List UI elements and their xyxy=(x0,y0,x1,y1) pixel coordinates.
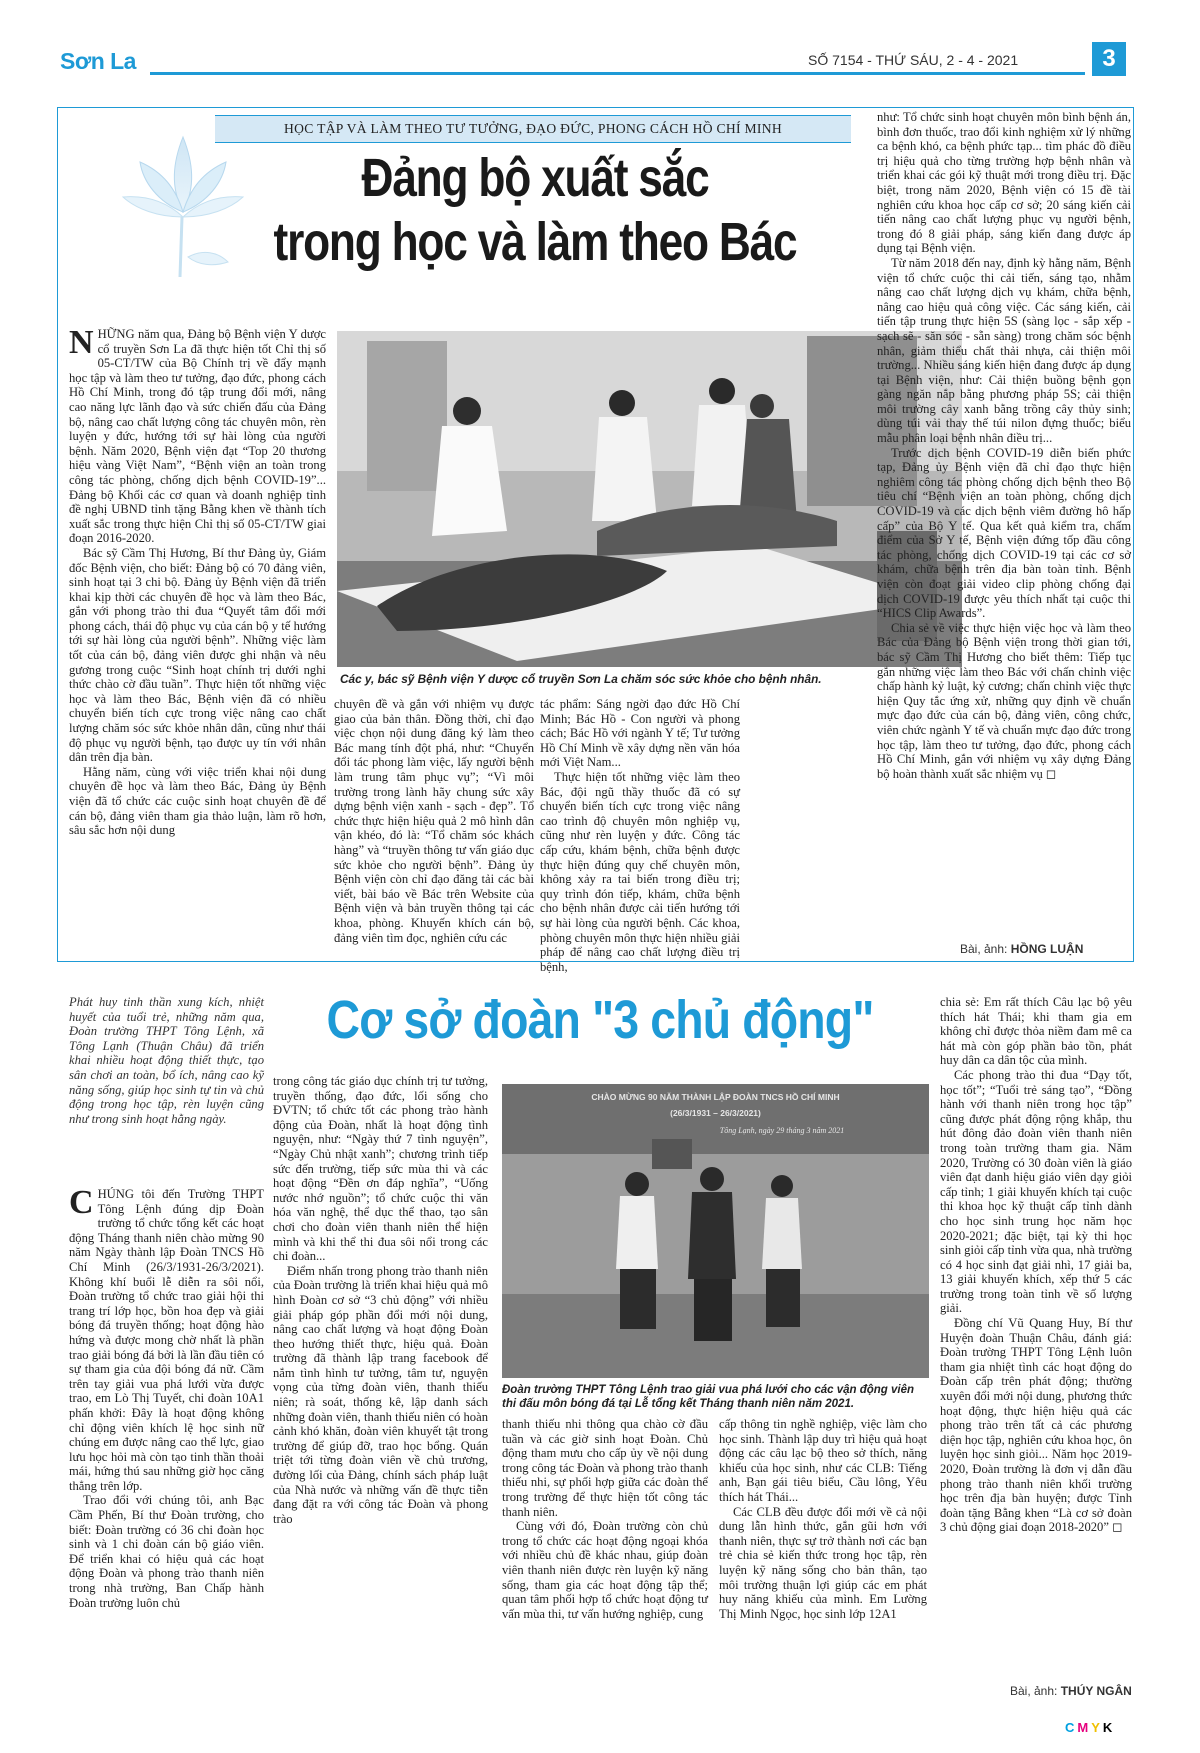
article1-photo-caption: Các y, bác sỹ Bệnh viện Y dược cổ truyền Sơn La chăm sóc sức khỏe cho bệnh nhân. xyxy=(340,672,822,686)
article2-column-5: chia sẻ: Em rất thích Câu lạc bộ yêu thích hát Thái; khi tham gia em không chỉ được thỏa niềm đam mê ca hát mà còn góp phần bảo tồn, phát huy dân ca dân tộc của mình. Các phong trào thi đua “Dạy tốt, học tốt”; “Tuổi trẻ sáng tạo”, “Đồng hành với thanh niên trong học tập” cũng được phát động rộng khắp, thu hút đông đảo đoàn viên thanh niên trong toàn trường tham gia. Năm 2020, Trường có 30 đoàn viên là giáo viên đạt danh hiệu giáo viên dạy giỏi cấp tỉnh; 1 giải khuyến khích tại cuộc thi khoa học kỹ thuật cấp tỉnh dành cho học sinh trung học năm học 2020-2021; đặc biệt, tại kỳ thi học sinh giỏi cấp tỉnh vừa qua, nhà trường có 4 học sinh đạt giải nhì, 17 giải ba, 13 giải khuyến khích, xếp thứ 5 các trường trong toàn tỉnh về số lượng giải. Đồng chí Vũ Quang Huy, Bí thư Huyện đoàn Thuận Châu, đánh giá: Đoàn trường THPT Tông Lệnh luôn tham gia nhiệt tình các hoạt động do Đoàn cấp trên phát động; thường xuyên đổi mới nội dung, phương thức hoạt động, thực hiện hiệu quả các phong trào trên tất cả các phương diện học tập, nghiên cứu khoa học, ôn luyện học sinh giỏi... Năm học 2019-2020, Đoàn trường là đơn vị dẫn đầu phong trào thanh niên khối trường học trên địa bàn huyện; được Tỉnh đoàn tặng Bằng khen “Là cơ sở đoàn 3 chủ động giai đoạn 2018-2020” ◻ xyxy=(940,995,1132,1535)
article1-column-3: tác phẩm: Sáng ngời đạo đức Hồ Chí Minh; Bác Hồ - Con người và phong cách; Bác Hồ với ngành Y tế; Tư tưởng Hồ Chí Minh về xây dựng nền văn hóa mới Việt Nam... Thực hiện tốt những việc làm theo Bác, đội ngũ thầy thuốc đã có sự chuyển biến tích cực trong việc nâng cao trình độ chuyên môn nghiệp vụ, cũng như rèn luyện y đức. Công tác cấp cứu, khám bệnh, chữa bệnh được thực hiện đúng quy chế chuyên môn, không xảy ra tai biến trong điều trị; quy trình đón tiếp, khám, chữa bệnh cho bệnh nhân được cải tiến hướng tới sự hài lòng của người bệnh. Các khoa, phòng chuyên môn thực hiện nhiều giải pháp để nâng cao chất lượng điều trị bệnh, xyxy=(540,697,740,974)
article1-byline: Bài, ảnh: HỒNG LUẬN xyxy=(960,942,1084,956)
article1-column-2: chuyên đề và gắn với nhiệm vụ được giao của bản thân. Đồng thời, chỉ đạo việc chọn nội dung đăng ký làm theo Bác mang tính đột phá, như: “Chuyển đổi tác phong làm việc, lấy người bệnh làm trung tâm phục vụ”; “Vì môi trường trong lành hãy chung sức xây dựng bệnh viện xanh - sạch - đẹp”. Tổ chức thực hiện hiệu quả 2 mô hình dân vận khéo, đó là: “Tổ chăm sóc khách hàng” và “truyền thông tư vấn giáo dục sức khỏe cho người bệnh”. Đảng ủy Bệnh viện còn chỉ đạo đăng tải các bài viết, bài báo về Bác trên Website của Bệnh viện và bản truyền thông tại các khoa, phòng. Khuyến khích cán bộ, đảng viên tìm đọc, nghiên cứu các xyxy=(334,697,534,945)
issue-date: SỐ 7154 - THỨ SÁU, 2 - 4 - 2021 xyxy=(808,52,1019,68)
article2-photo xyxy=(502,1084,929,1378)
article1-photo xyxy=(337,331,962,667)
headline-article2: Cơ sở đoàn "3 chủ động" xyxy=(326,990,874,1050)
cmyk-y: Y xyxy=(1091,1720,1103,1735)
hospital-scene-image xyxy=(337,331,962,667)
article2-column-4: cấp thông tin nghề nghiệp, việc làm cho học sinh. Thành lập duy trì hiệu quả hoạt động các câu lạc bộ theo sở thích, năng khiếu của học sinh, như các CLB: Tiếng anh, Bạn gái tiêu biểu, Cầu lông, Yêu thích hát Thái... Các CLB đều được đổi mới về cả nội dung lẫn hình thức, gắn gũi hơn với thanh niên, thực sự trở thành nơi các bạn trẻ chia sẻ kiến thức trong học tập, rèn luyện kỹ năng sống cho bản thân, tạo môi trường thuận lợi giúp các em phát huy năng khiếu của mình. Em Lường Thị Minh Ngọc, học sinh lớp 12A1 xyxy=(719,1417,927,1621)
headline-line2: trong học và làm theo Bác xyxy=(273,212,797,272)
rubric-banner xyxy=(215,115,851,143)
article2-photo-caption: Đoàn trường THPT Tông Lệnh trao giải vua phá lưới cho các vận động viên thi đấu môn bóng đá tại Lễ tổng kết Tháng thanh niên năm 2021. xyxy=(502,1384,915,1410)
dropcap-2: C xyxy=(69,1184,94,1221)
dropcap: N xyxy=(69,324,94,361)
cmyk-k: K xyxy=(1102,1720,1116,1735)
article2-lead: Phát huy tinh thần xung kích, nhiệt huyết của tuổi trẻ, những năm qua, Đoàn trường THPT Tông Lệnh, xã Tông Lạnh (Thuận Châu) đã triển khai nhiều hoạt động thiết thực, tạo sân chơi an toàn, bổ ích, nâng cao kỹ năng sống, giúp học sinh tự tin và chủ động trong học tập, rèn luyện cũng như trong sinh hoạt hằng ngày. xyxy=(69,995,264,1126)
banner-text-line2: (26/3/1931 – 26/3/2021) xyxy=(670,1108,761,1118)
cmyk-c: C xyxy=(1065,1720,1078,1735)
article2-column-1: CHÚNG tôi đến Trường THPT Tông Lệnh đúng dịp Đoàn trường tổ chức tổng kết các hoạt động Tháng thanh niên chào mừng 90 năm Ngày thành lập Đoàn TNCS Hồ Chí Minh (26/3/1931-26/3/2021). Không khí buổi lễ diễn ra sôi nổi, Đoàn trường tổ chức trao giải hội thi trang trí lớp học, bồn hoa đẹp và giải bóng đá truyền thống; hoạt động hào hứng và được mong chờ nhất là phần trao giải bóng đá bởi là lần đầu tiên có sự tham gia của đội bóng đá nữ. Cầm trên tay giải vua phá lưới vừa được trao, em Lò Thị Tuyết, chi đoàn 10A1 phấn khởi: Đây là hoạt động không chỉ động viên khích lệ học sinh nữ chúng em được nâng cao thể lực, giao lưu học hỏi mà còn tạo tinh thần thoải mái, hứng thú sau những giờ học căng thẳng trên lớp. Trao đổi với chúng tôi, anh Bạc Cầm Phến, Bí thư Đoàn trường, cho biết: Đoàn trường có 36 chi đoàn học sinh và 1 chi đoàn cán bộ giáo viên. Để triển khai có hiệu quả các hoạt động Đoàn và phong trào thanh niên trong nhà trường, Ban Chấp hành Đoàn trường luôn chủ xyxy=(69,1184,264,1610)
banner-text-line1: CHÀO MỪNG 90 NĂM THÀNH LẬP ĐOÀN TNCS HỒ CHÍ MINH xyxy=(591,1092,840,1102)
header-rule xyxy=(150,72,1085,75)
article2-column-3: thanh thiếu nhi thông qua chào cờ đầu tuần và các giờ sinh hoạt Đoàn. Chủ động tham mưu cho cấp ủy về nội dung trong công tác Đoàn và phong trào thanh thiếu nhi, sự phối hợp giữa các đoàn thể trong trường để thực hiện tốt công tác thanh niên. Cùng với đó, Đoàn trường còn chủ trong tổ chức các hoạt động ngoại khóa với nhiều chủ đề khác nhau, giúp đoàn viên thanh niên được rèn luyện kỹ năng sống, tham gia các hoạt động tập thể; quan tâm phối hợp tổ chức hoạt động tư vấn mùa thi, tư vấn hướng nghiệp, cung xyxy=(502,1417,708,1621)
headline-line1: Đảng bộ xuất sắc xyxy=(361,148,709,208)
article2-byline: Bài, ảnh: THÚY NGÂN xyxy=(1010,1684,1132,1698)
cmyk-m: M xyxy=(1077,1720,1092,1735)
article2-column-2: trong công tác giáo dục chính trị tư tưởng, truyền thống, đạo đức, lối sống cho ĐVTN; tổ chức tốt các phong trào hành động của Đoàn, nhất là hoạt động tình nguyện, như: “Ngày thứ 7 tình nguyện”, “Ngày Chủ nhật xanh”; chương trình tiếp sức đến trường, tiếp sức mùa thi và các hoạt động “Đền ơn đáp nghĩa”, “Uống nước nhớ nguồn”; tổ chức cuộc thi văn hóa văn nghệ, thể dục thể thao, tạo sân chơi cho đoàn viên thanh niên thể hiện mình và khi thể thi đua sôi nổi trong các chi đoàn... Điểm nhấn trong phong trào thanh niên của Đoàn trường là triển khai hiệu quả mô hình Đoàn cơ sở “3 chủ động” với nhiều giải pháp góp phần đổi mới nội dung, nâng cao chất lượng và hoạt động Đoàn theo hướng thiết thực, hiệu quả. Đoàn trường đã thành lập trang facebook để nắm tình hình tư tưởng, tâm tư, nguyện vọng của từng đoàn viên, thanh thiếu niên; rà soát, thống kê, lập danh sách những đoàn viên, thanh thiếu niên có hoàn cảnh khó khăn, đoàn viên khuyết tật trong trường để giúp đỡ, trao học bổng. Quán triệt tới từng đoàn viên về chủ trương, đường lối của Đảng, chính sách pháp luật của Nhà nước và những vấn đề thực tiễn đang đặt ra với công tác Đoàn và phong trào xyxy=(273,1074,488,1526)
section-name: Sơn La xyxy=(60,48,136,74)
article1-column-1: NHỮNG năm qua, Đảng bộ Bệnh viện Y dược cổ truyền Sơn La đã thực hiện tốt Chỉ thị số 05-CT/TW của Bộ Chính trị về đẩy mạnh học tập và làm theo tư tưởng, đạo đức, phong cách Hồ Chí Minh, trong đó tập trung đổi mới, nâng cao năng lực lãnh đạo và sức chiến đấu của Đảng bộ, nâng cao chất lượng công tác chuyên môn, rèn luyện y đức, hướng tới sự hài lòng của người bệnh. Năm 2020, Bệnh viện đạt “Top 20 thương hiệu vàng Việt Nam”, “Bệnh viện an toàn trong công tác phòng, chống dịch bệnh COVID-19”... Đảng bộ Khối các cơ quan và doanh nghiệp tỉnh đề nghị UBND tỉnh tặng Bằng khen về thành tích xuất sắc trong thực hiện Chỉ thị số 05-CT/TW giai đoạn 2016-2020. Bác sỹ Cầm Thị Hương, Bí thư Đảng ủy, Giám đốc Bệnh viện, cho biết: Đảng bộ có 70 đảng viên, sinh hoạt tại 3 chi bộ. Đảng ủy Bệnh viện đã triển khai kịp thời các chuyên đề học và làm theo Bác, gắn với phong trào thi đua “Quyết tâm đổi mới phong cách, thái độ phục vụ của cán bộ y tế hướng tới sự hài lòng của người bệnh”. Những việc làm tốt của cán bộ, đảng viên được ghi nhận và nêu gương trong cuộc “Sinh hoạt chính trị dưới nghi thức chào cờ đầu tuần”. Thực hiện tốt những việc học và làm theo Bác, Bệnh viện đã có nhiều chuyển biến tích cực trong việc nâng cao chất lượng chăm sóc sức khỏe nhân dân, cũng như thái độ phục vụ người bệnh, tạo được uy tín với nhân dân trên địa bàn. Hằng năm, cùng với việc triển khai nội dung chuyên đề học và làm theo Bác, Đảng ủy Bệnh viện đã tổ chức các cuộc sinh hoạt chuyên đề để cán bộ, đảng viên tham gia thảo luận, làm rõ hơn, sâu sắc hơn nội dung xyxy=(69,324,326,838)
article1-column-4: như: Tổ chức sinh hoạt chuyên môn bình bệnh án, bình đơn thuốc, trao đổi kinh nghiệm xử lý những ca bệnh khó, ca bệnh phức tạp... tìm phác đồ điều trị hiệu quả cho từng trường hợp bệnh nhân và triển khai các gói kỹ thuật mới trong điều trị. Đặc biệt, trong năm 2020, Bệnh viện có 15 đề tài nghiên cứu khoa học cấp cơ sở; 20 sáng kiến cải tiến nâng cao chất lượng phục vụ người bệnh, trong đó 8 giải pháp, sáng kiến đang được áp dụng tại Bệnh viện. Từ năm 2018 đến nay, định kỳ hằng năm, Bệnh viện tổ chức cuộc thi cải tiến, sáng tạo, nhằm nâng cao chất lượng dịch vụ khám, chữa bệnh, nâng cao hiệu quả công việc. Các sáng kiến, cải tiến tập trung thực hiện 5S (sàng lọc - sắp xếp - sạch sẽ - săn sóc - sẵn sàng) trong chăm sóc bệnh nhân, giảm thiểu chất thải nhựa, cải thiện môi trường... Nhiều sáng kiến hiện đang được áp dụng tại Bệnh viện, như: Cải thiện buồng bệnh gọn gàng ngăn nắp bằng phương pháp 5S; cải thiện môi trường cây xanh bằng trồng cây thủy sinh; dùng túi vải thay thế túi nilon đựng thuốc; biểu mẫu phân loại bệnh nhân điều trị... Trước dịch bệnh COVID-19 diễn biến phức tạp, Đảng ủy Bệnh viện đã chỉ đạo thực hiện nghiêm công tác phòng chống dịch bệnh theo Bộ tiêu chí “Bệnh viện an toàn phòng, chống dịch COVID-19 và các dịch bệnh viêm đường hô hấp cấp” của Bộ Y tế. Qua kết quả kiểm tra, chấm điểm của Sở Y tế, Bệnh viện đứng tốp đầu công tác phòng, chống dịch COVID-19 tại các cơ sở khám, chữa bệnh trên địa bàn toàn tỉnh. Bệnh viện còn đoạt giải video clip phòng chống đại dịch COVID-19 được yêu thích nhất tại cuộc thi “HICS Clip Awards”. Chia sẻ về việc thực hiện việc học và làm theo Bác của Đảng bộ Bệnh viện trong thời gian tới, bác sỹ Cầm Thị Hương cho biết thêm: Tiếp tục gắn những việc làm theo Bác với chấn chỉnh việc chấp hành kỷ luật, kỷ cương; chấn chỉnh việc thực hiện Quy tắc ứng xử, những quy định về chuẩn mực đạo đức của cán bộ, đảng viên, công chức, viên chức ngành Y tế và chuẩn mực đạo đức trong học tập, làm theo tư tưởng, đạo đức, phong cách Hồ Chí Minh, gắn với nhiệm vụ xây dựng Đảng bộ hoàn thành xuất sắc nhiệm vụ ◻ xyxy=(877,110,1131,781)
rubric-text: HỌC TẬP VÀ LÀM THEO TƯ TƯỞNG, ĐẠO ĐỨC, PHONG CÁCH HỒ CHÍ MINH xyxy=(284,121,782,136)
page-number: 3 xyxy=(1092,42,1126,76)
cmyk-marks xyxy=(1065,1720,1115,1735)
banner-text-line3: Tông Lạnh, ngày 29 tháng 3 năm 2021 xyxy=(719,1126,845,1135)
headline-article1 xyxy=(269,146,802,274)
